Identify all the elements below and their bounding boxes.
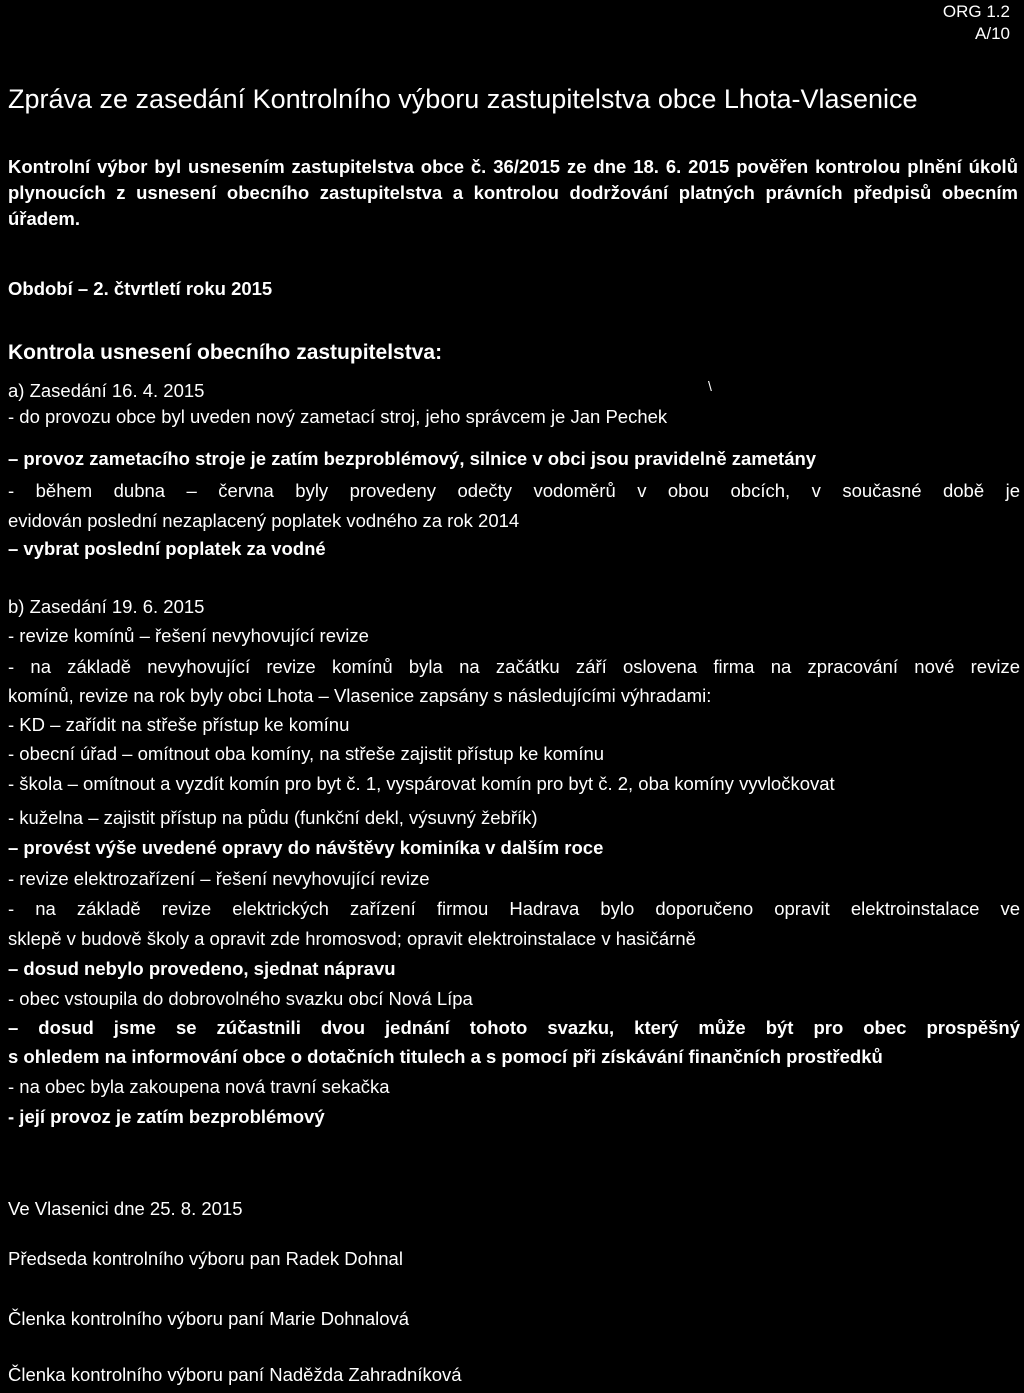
chair-signature-line: Předseda kontrolního výboru pan Radek Dohnal bbox=[8, 1248, 403, 1269]
session-b-line-14: – dosud jsme se zúčastnili dvou jednání tohoto svazku, který může být pro obec prospěšný bbox=[8, 1017, 1020, 1038]
intro-paragraph: Kontrolní výbor byl usnesením zastupitelstva obce č. 36/2015 ze dne 18. 6. 2015 pověřen kontrolou plnění úkolů plynoucích z usnesení obecního zastupitelstva a kontrolou dodržování platných právních předpisů obecním úřadem. bbox=[8, 156, 1018, 229]
place-date: Ve Vlasenici dne 25. 8. 2015 bbox=[8, 1198, 243, 1219]
session-b-line-15: s ohledem na informování obce o dotačních titulech a s pomocí při získávání finančních prostředků bbox=[8, 1046, 883, 1067]
stray-mark: \ bbox=[708, 378, 712, 394]
session-b-heading: b) Zasedání 19. 6. 2015 bbox=[8, 596, 205, 617]
period-line: Období – 2. čtvrtletí roku 2015 bbox=[8, 278, 273, 299]
session-b-line-5: - obecní úřad – omítnout oba komíny, na střeše zajistit přístup ke komínu bbox=[8, 743, 605, 764]
session-b-line-2: - na základě nevyhovující revize komínů byla na začátku září oslovena firma na zpracování nové revize bbox=[8, 656, 1020, 677]
session-b-line-4: - KD – zařídit na střeše přístup ke komínu bbox=[8, 714, 350, 735]
session-b-line-6: - škola – omítnout a vyzdít komín pro byt č. 1, vyspárovat komín pro byt č. 2, oba komíny vyvločkovat bbox=[8, 773, 835, 794]
session-a-line-4: evidován poslední nezaplacený poplatek vodného za rok 2014 bbox=[8, 510, 520, 531]
session-b-line-13: - obec vstoupila do dobrovolného svazku obcí Nová Lípa bbox=[8, 988, 473, 1009]
session-b-line-7: - kuželna – zajistit přístup na půdu (funkční dekl, výsuvný žebřík) bbox=[8, 807, 538, 828]
member2-signature-line: Členka kontrolního výboru paní Naděžda Zahradníková bbox=[8, 1364, 462, 1385]
reference-code: ORG 1.2 bbox=[942, 2, 1010, 21]
session-b-line-11: sklepě v budově školy a opravit zde hromosvod; opravit elektroinstalace v hasičárně bbox=[8, 928, 696, 949]
session-b-line-12: – dosud nebylo provedeno, sjednat nápravu bbox=[8, 958, 396, 979]
member1-signature-line: Členka kontrolního výboru paní Marie Dohnalová bbox=[8, 1308, 410, 1329]
session-b-line-1: - revize komínů – řešení nevyhovující revize bbox=[8, 625, 369, 646]
session-a-line-1: - do provozu obce byl uveden nový zametací stroj, jeho správcem je Jan Pechek bbox=[8, 406, 668, 427]
section-heading: Kontrola usnesení obecního zastupitelstva: bbox=[8, 341, 443, 364]
session-b-line-8: – provést výše uvedené opravy do návštěvy kominíka v dalším roce bbox=[8, 837, 604, 858]
session-b-line-17: - její provoz je zatím bezproblémový bbox=[8, 1106, 325, 1127]
document-title: Zpráva ze zasedání Kontrolního výboru zastupitelstva obce Lhota-Vlasenice bbox=[8, 84, 918, 114]
session-b-line-3: komínů, revize na rok byly obci Lhota – Vlasenice zapsány s následujícími výhradami: bbox=[8, 685, 712, 706]
session-b-line-10: - na základě revize elektrických zařízení firmou Hadrava bylo doporučeno opravit elektroinstalace ve bbox=[8, 898, 1020, 919]
session-a-heading: a) Zasedání 16. 4. 2015 bbox=[8, 380, 205, 401]
session-a-line-2: – provoz zametacího stroje je zatím bezproblémový, silnice v obci jsou pravidelně zametány bbox=[8, 448, 817, 469]
reference-number: A/10 bbox=[975, 24, 1010, 43]
session-a-line-5: – vybrat poslední poplatek za vodné bbox=[8, 538, 326, 559]
session-a-line-3: - během dubna – června byly provedeny odečty vodoměrů v obou obcích, v současné době je bbox=[8, 480, 1020, 501]
session-b-line-9: - revize elektrozařízení – řešení nevyhovující revize bbox=[8, 868, 430, 889]
session-b-line-16: - na obec byla zakoupena nová travní sekačka bbox=[8, 1076, 390, 1097]
